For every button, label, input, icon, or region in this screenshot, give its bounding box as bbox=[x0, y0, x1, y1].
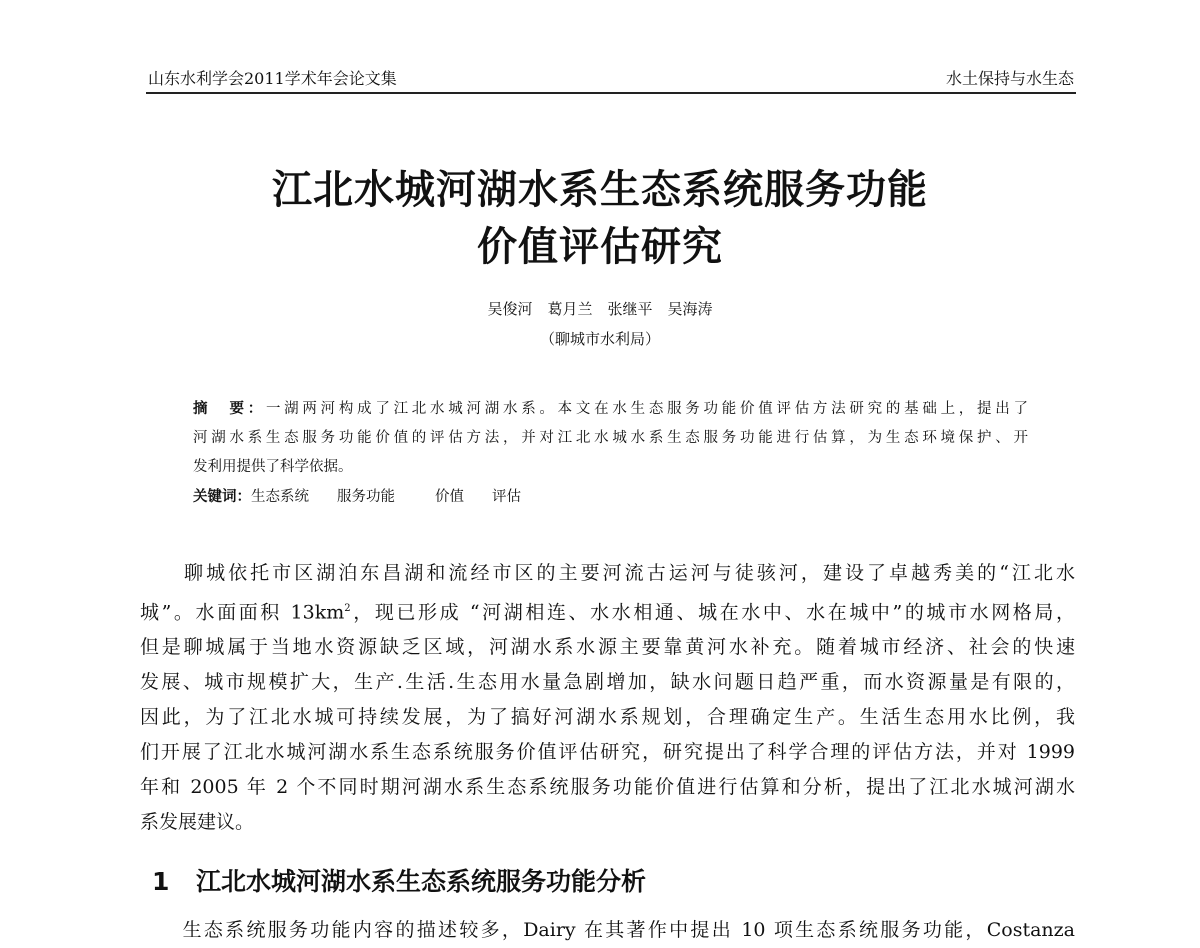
running-header-right: 水土保持与水生态 bbox=[945, 69, 1074, 88]
keyword: 评估 bbox=[492, 489, 521, 505]
keywords bbox=[193, 482, 1028, 512]
body-line: 聊城依托市区湖泊东昌湖和流经市区的主要河流古运河与徒骇河，建设了卓越秀美的“江北水 bbox=[140, 562, 1075, 584]
section-paragraph bbox=[140, 913, 1075, 948]
intro-paragraph bbox=[140, 556, 1075, 840]
body-line: 因此，为了江北水城可持续发展，为了搞好河湖水系规划，合理确定生产。生活生态用水比例，我 bbox=[140, 706, 1075, 729]
keyword: 服务功能 bbox=[337, 489, 395, 505]
paper-title-line2: 价值评估研究 bbox=[477, 223, 723, 270]
superscript: 2 bbox=[344, 603, 351, 614]
body-text: 城”。水面面积 13km bbox=[140, 601, 345, 624]
header-rule bbox=[146, 92, 1076, 94]
abstract-line: 河湖水系生态服务功能价值的评估方法，并对江北水城水系生态服务功能进行估算，为生态环境保护、开 bbox=[193, 430, 1028, 446]
affiliation: （聊城市水利局） bbox=[539, 330, 660, 348]
authors: 吴俊河 葛月兰 张继平 吴海涛 bbox=[487, 300, 713, 318]
section-heading bbox=[152, 862, 646, 898]
paper-title-line1: 江北水城河湖水系生态系统服务功能 bbox=[272, 166, 928, 213]
abstract-line: 发利用提供了科学依据。 bbox=[193, 459, 353, 475]
running-header-left: 山东水利学会2011学术年会论文集 bbox=[148, 69, 397, 88]
body-line bbox=[140, 591, 1075, 630]
body-line: 发展、城市规模扩大，生产.生活.生态用水量急剧增加，缺水问题日趋严重，而水资源量是有限的， bbox=[140, 671, 1075, 694]
body-text: ，现已形成 “河湖相连、水水相通、城在水中、水在城中”的城市水网格局， bbox=[350, 601, 1076, 624]
section-title: 江北水城河湖水系生态系统服务功能分析 bbox=[196, 867, 647, 896]
abstract bbox=[193, 394, 1028, 512]
body-line: 但是聊城属于当地水资源缺乏区域，河湖水系水源主要靠黄河水补充。随着城市经济、社会的快速 bbox=[140, 636, 1075, 659]
body-line: 生态系统服务功能内容的描述较多，Dairy 在其著作中提出 10 项生态系统服务功能，Costanza bbox=[140, 919, 1075, 941]
abstract-label: 摘 要： bbox=[193, 400, 266, 417]
section-number: 1 bbox=[152, 867, 170, 896]
body-line: 年和 2005 年 2 个不同时期河湖水系生态系统服务功能价值进行估算和分析，提出了江北水城河湖水 bbox=[140, 776, 1075, 799]
keywords-label: 关键词： bbox=[193, 488, 251, 505]
keyword: 生态系统 bbox=[251, 489, 309, 505]
abstract-line: 一湖两河构成了江北水城河湖水系。本文在水生态服务功能价值评估方法研究的基础上，提出了 bbox=[265, 401, 1029, 417]
body-line: 系发展建议。 bbox=[140, 811, 255, 834]
body-line: 们开展了江北水城河湖水系生态系统服务价值评估研究，研究提出了科学合理的评估方法，并对 1999 bbox=[140, 741, 1075, 764]
keyword: 价值 bbox=[435, 489, 464, 505]
